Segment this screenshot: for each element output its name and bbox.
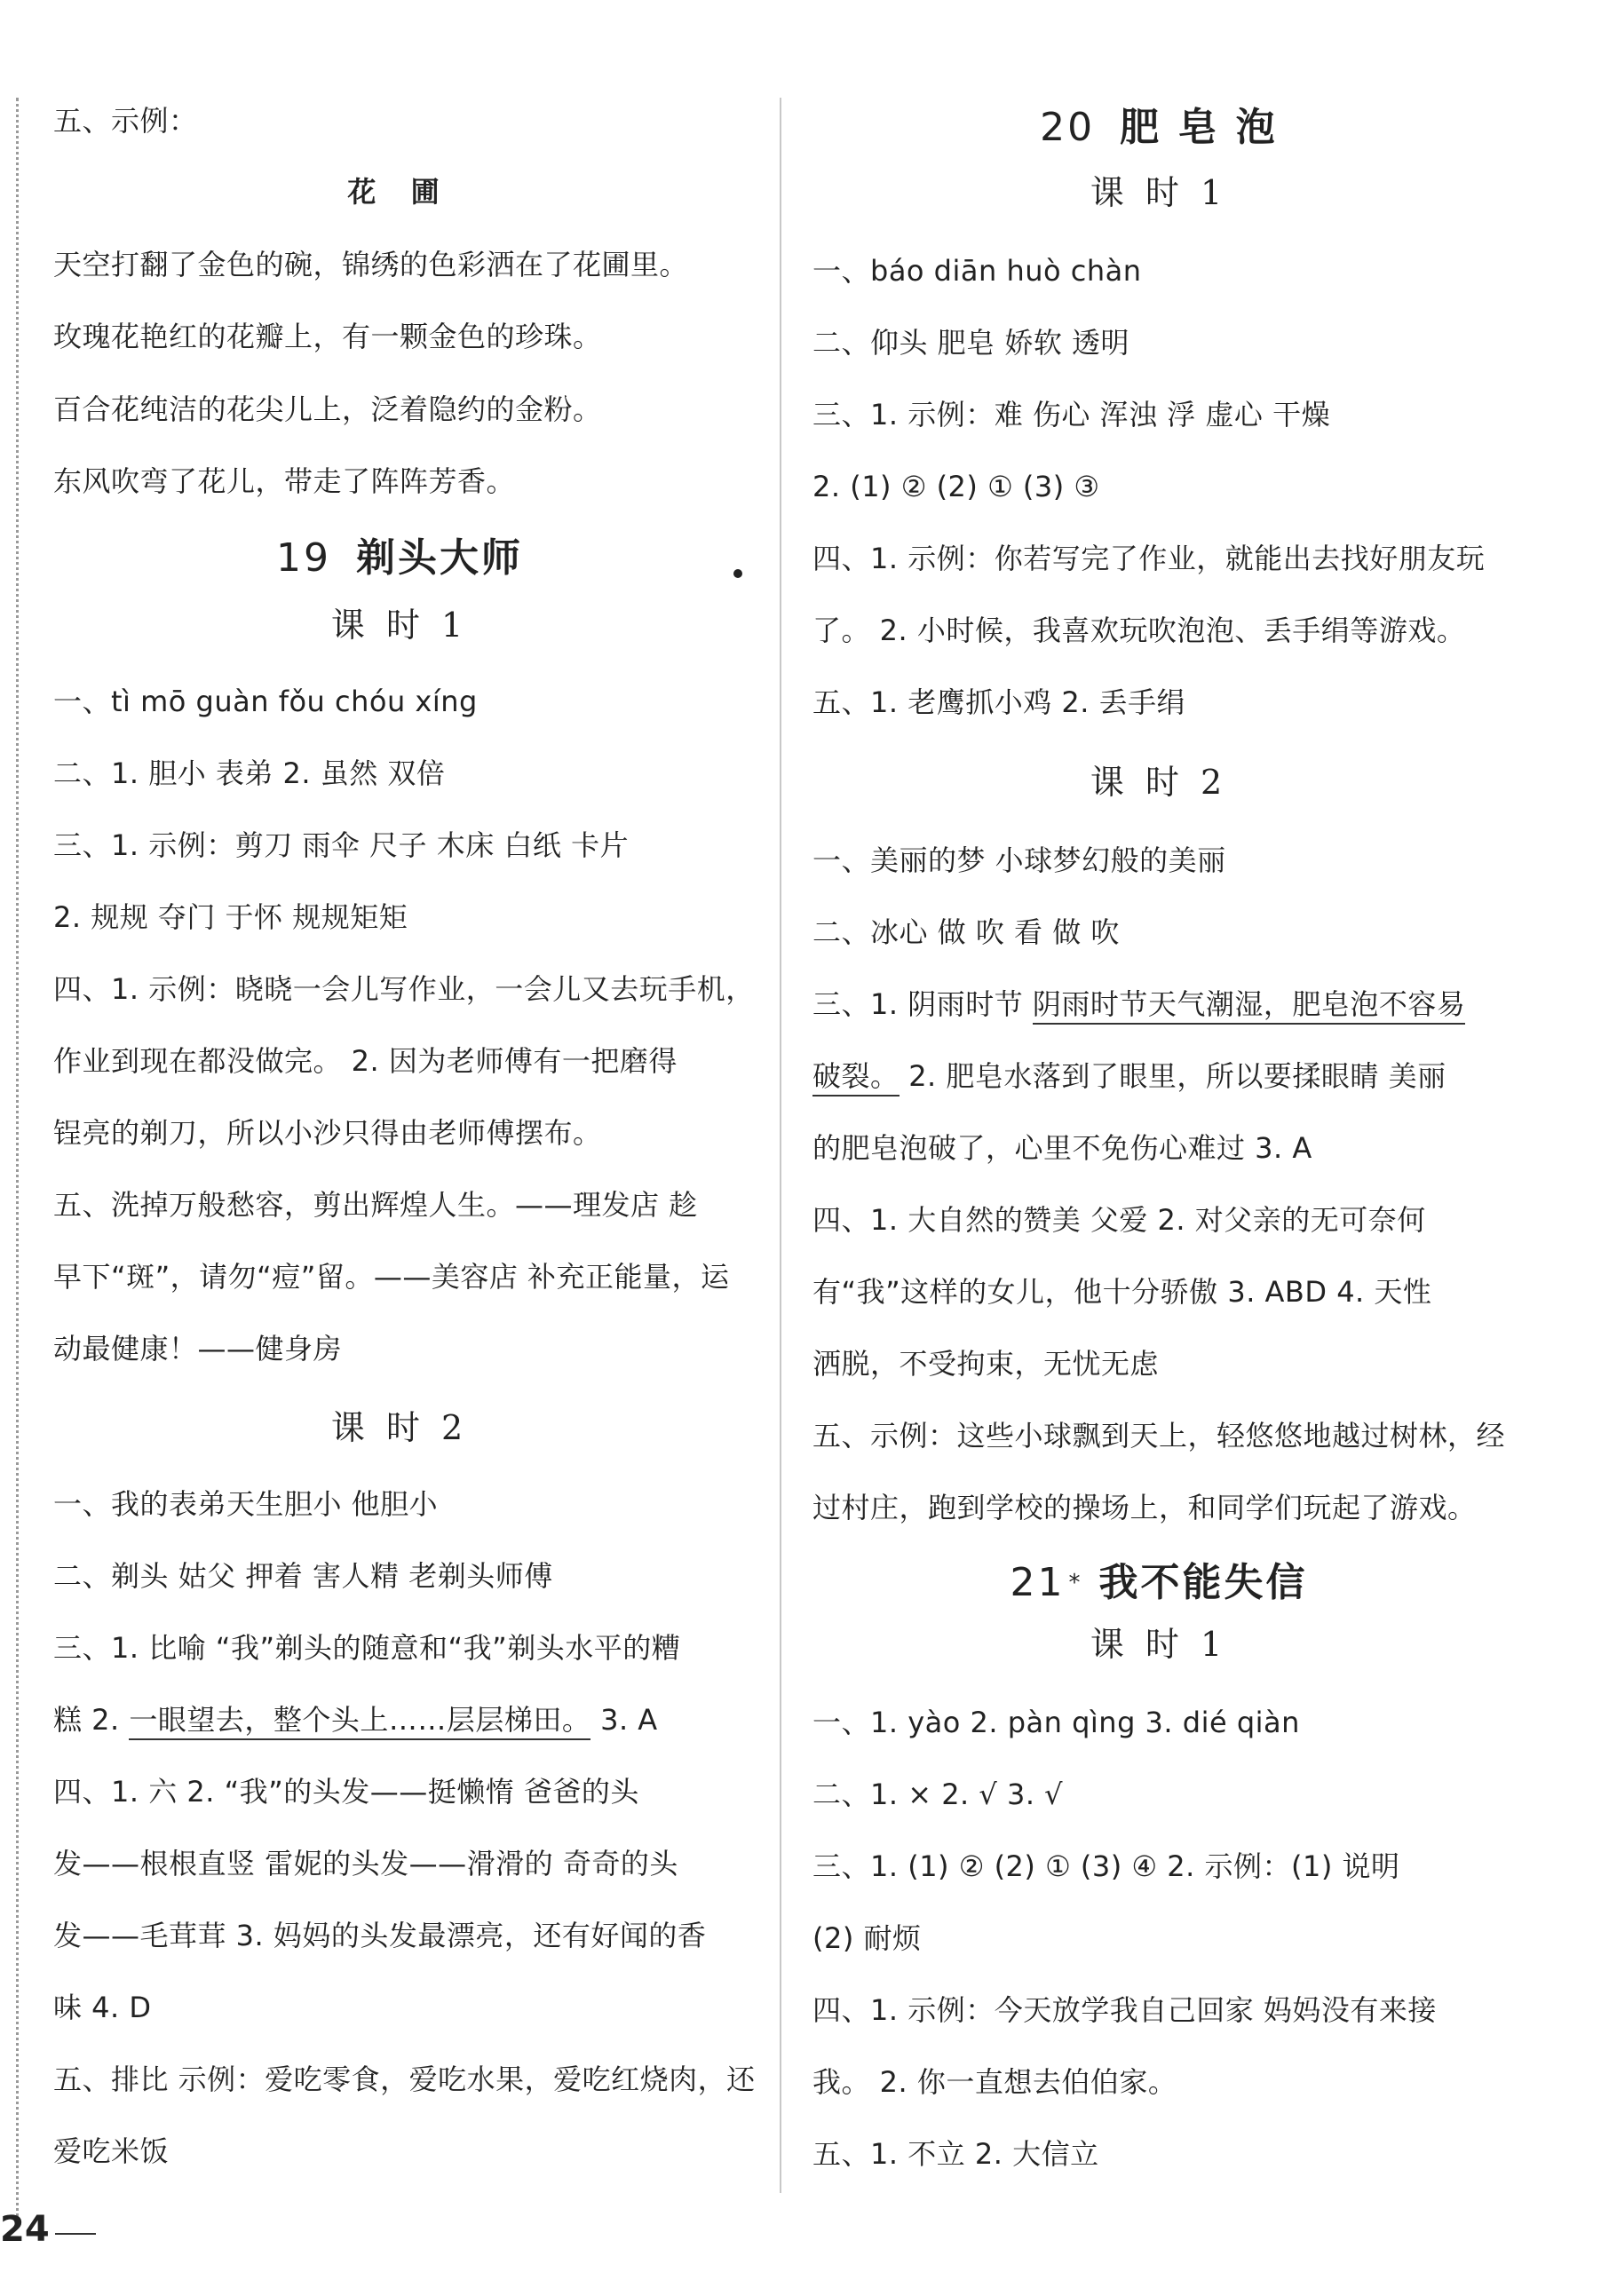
answer-line: 四、1. 大自然的赞美 父爱 2. 对父亲的无可奈何 — [812, 1203, 1426, 1237]
column-divider — [780, 98, 781, 2193]
left-margin-dotted-rule — [16, 98, 19, 2229]
answer-line: 四、1. 示例：你若写完了作业，就能出去找好朋友玩 — [812, 542, 1486, 575]
answer-line: 2. (1) ② (2) ① (3) ③ — [812, 470, 1100, 503]
poem-line: 天空打翻了金色的碗，锦绣的色彩洒在了花圃里。 — [53, 248, 689, 281]
answer-line: 四、1. 示例：晓晓一会儿写作业，一会儿又去玩手机， — [53, 972, 755, 1006]
answer-line: 五、示例： — [53, 104, 198, 138]
answer-line: 一、báo diān huò chàn — [812, 254, 1142, 288]
lesson-period-heading: 课 时 1 — [330, 606, 469, 645]
poem-line: 东风吹弯了花儿，带走了阵阵芳香。 — [53, 464, 516, 498]
answer-line: 四、1. 六 2. “我”的头发——挺懒惰 爸爸的头 — [53, 1775, 639, 1809]
answer-line — [812, 1058, 1446, 1094]
lesson-period-heading: 课 时 1 — [1090, 173, 1228, 212]
lesson-name: 剃头大师 — [356, 535, 523, 581]
underlined-answer: 一眼望去，整个头上……层层梯田。 — [129, 1703, 590, 1740]
page-number-dash — [55, 2233, 96, 2235]
answer-line: 过村庄，跑到学校的操场上，和同学们玩起了游戏。 — [812, 1491, 1477, 1524]
answer-line: 二、1. 胆小 表弟 2. 虽然 双倍 — [53, 756, 446, 790]
answer-text: 糕 2. — [53, 1703, 130, 1737]
lesson-number: 20 — [1040, 105, 1096, 150]
answer-line: 三、1. 示例：剪刀 雨伞 尺子 木床 白纸 卡片 — [53, 828, 630, 862]
answer-line: 了。 2. 小时候，我喜欢玩吹泡泡、丢手绢等游戏。 — [812, 614, 1466, 647]
lesson-name: 肥 皂 泡 — [1120, 105, 1278, 150]
answer-text: 三、1. 阴雨时节 — [812, 987, 1033, 1021]
answer-line: 二、剃头 姑父 押着 害人精 老剃头师傅 — [53, 1559, 553, 1593]
answer-line: 一、我的表弟天生胆小 他胆小 — [53, 1487, 439, 1521]
answer-line: 一、1. yào 2. pàn qìng 3. dié qiàn — [812, 1706, 1300, 1739]
answer-line: 五、洗掉万般愁容，剪出辉煌人生。——理发店 趁 — [53, 1188, 698, 1222]
answer-line: 二、冰心 做 吹 看 做 吹 — [812, 915, 1120, 949]
answer-line: 味 4. D — [53, 1991, 152, 2024]
answer-line: 四、1. 示例：今天放学我自己回家 妈妈没有来接 — [812, 1993, 1437, 2027]
answer-line: 发——毛茸茸 3. 妈妈的头发最漂亮，还有好闻的香 — [53, 1919, 707, 1952]
lesson-19-title — [53, 534, 746, 582]
lesson-name: 我不能失信 — [1098, 1560, 1308, 1605]
answer-line: 动最健康！——健身房 — [53, 1332, 343, 1366]
answer-line: 三、1. (1) ② (2) ① (3) ④ 2. 示例：(1) 说明 — [812, 1849, 1400, 1883]
answer-line: 早下“斑”，请勿“痘”留。——美容店 补充正能量，运 — [53, 1260, 730, 1294]
poem-line: 百合花纯洁的花尖儿上，泛着隐约的金粉。 — [53, 392, 602, 426]
answer-line: 作业到现在都没做完。 2. 因为老师傅有一把磨得 — [53, 1044, 678, 1078]
answer-line: 一、美丽的梦 小球梦幻般的美丽 — [812, 843, 1226, 877]
lesson-number: 19 — [276, 535, 331, 581]
poem-line: 玫瑰花艳红的花瓣上，有一颗金色的珍珠。 — [53, 320, 602, 353]
answer-line: 有“我”这样的女儿，他十分骄傲 3. ABD 4. 天性 — [812, 1275, 1432, 1309]
answer-line: 三、1. 比喻 “我”剃头的随意和“我”剃头水平的糟 — [53, 1631, 681, 1665]
answer-line: 的肥皂泡破了，心里不免伤心难过 3. A — [812, 1131, 1312, 1165]
answer-line: 五、示例：这些小球飘到天上，轻悠悠地越过树林，经 — [812, 1419, 1506, 1453]
answer-line: 发——根根直竖 雷妮的头发——滑滑的 奇奇的头 — [53, 1847, 678, 1880]
answer-line: 五、1. 不立 2. 大信立 — [812, 2137, 1099, 2171]
answer-line: 三、1. 示例：难 伤心 浑浊 浮 虚心 干燥 — [812, 398, 1331, 431]
answer-text: 2. 肥皂水落到了眼里，所以要揉眼睛 美丽 — [899, 1059, 1446, 1093]
answer-line: 一、tì mō guàn fǒu chóu xíng — [53, 685, 478, 718]
page-number: 24 — [0, 2209, 50, 2250]
bullet-dot — [733, 569, 742, 578]
answer-line: 洒脱，不受拘束，无忧无虑 — [812, 1347, 1160, 1381]
answer-line: 爱吃米饭 — [53, 2134, 170, 2168]
answer-line: 我。 2. 你一直想去伯伯家。 — [812, 2065, 1177, 2099]
lesson-period-heading: 课 时 2 — [1090, 763, 1228, 802]
answer-line — [812, 986, 1465, 1022]
poem-title: 花 圃 — [347, 175, 452, 209]
optional-lesson-star: * — [1068, 1570, 1083, 1596]
answer-line: 二、仰头 肥皂 娇软 透明 — [812, 326, 1130, 360]
answer-line: 锃亮的剃刀，所以小沙只得由老师傅摆布。 — [53, 1116, 602, 1150]
answer-line: 五、排比 示例：爱吃零食，爱吃水果，爱吃红烧肉，还 — [53, 2062, 756, 2096]
answer-text: 3. A — [590, 1703, 658, 1737]
lesson-number: 21 — [1010, 1560, 1066, 1605]
answer-line: 五、1. 老鹰抓小鸡 2. 丢手绢 — [812, 685, 1186, 719]
underlined-answer: 阴雨时节天气潮湿，肥皂泡不容易 — [1033, 987, 1466, 1025]
answer-line — [53, 1702, 658, 1738]
lesson-period-heading: 课 时 1 — [1090, 1625, 1228, 1664]
lesson-20-title — [812, 104, 1505, 152]
lesson-period-heading: 课 时 2 — [330, 1408, 469, 1447]
answer-line: 2. 规规 夺门 于怀 规规矩矩 — [53, 900, 408, 934]
answer-line: 二、1. × 2. √ 3. √ — [812, 1777, 1064, 1811]
underlined-answer: 破裂。 — [812, 1059, 900, 1097]
answer-line: (2) 耐烦 — [812, 1921, 922, 1955]
lesson-21-title — [812, 1559, 1505, 1607]
